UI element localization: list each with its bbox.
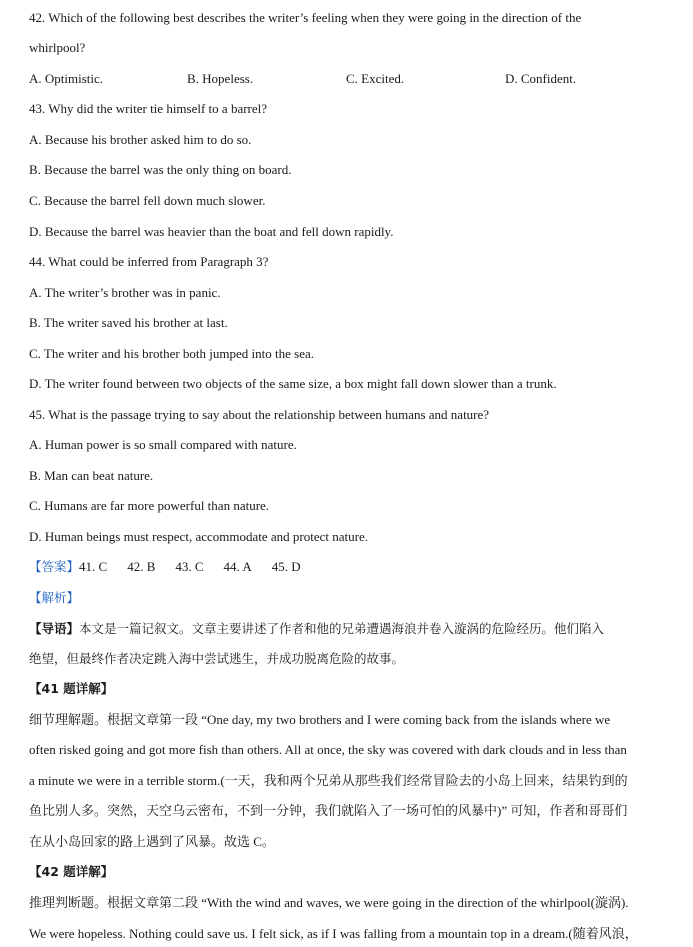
q44-option-b: B. The writer saved his brother at last. — [29, 315, 228, 330]
q43-option-b: B. Because the barrel was the only thing on board. — [29, 162, 292, 177]
q42-option-b: B. Hopeless. — [187, 71, 254, 86]
guide-text1: 本文是一篇记叙文。文章主要讲述了作者和他的兄弟遭遇海浪并卷入漩涡的危险经历。他们陷入 — [79, 621, 605, 636]
q44-option-a: A. The writer’s brother was in panic. — [29, 285, 221, 300]
answer-43: 43. C — [175, 559, 204, 574]
q44-option-c: C. The writer and his brother both jumped into the sea. — [29, 346, 314, 361]
answer-key — [29, 559, 301, 575]
detail-41-line1: 细节理解题。根据文章第一段 “One day, my two brothers and I were coming back from the islands where we — [29, 712, 611, 727]
q43-stem: 43. Why did the writer tie himself to a barrel? — [29, 101, 268, 116]
q45-option-d: D. Human beings must respect, accommodate and protect nature. — [29, 529, 368, 544]
detail-42-heading: 【42 题详解】 — [29, 864, 114, 879]
guide-line1 — [29, 621, 604, 637]
q45-option-c: C. Humans are far more powerful than nature. — [29, 498, 270, 513]
q43-option-d: D. Because the barrel was heavier than the boat and fell down rapidly. — [29, 224, 394, 239]
answer-44: 44. A — [223, 559, 252, 574]
q42-stem-line1: 42. Which of the following best describes the writer’s feeling when they were going in the direction of the — [29, 10, 582, 25]
detail-41-line4: 鱼比别人多。突然，天空乌云密布，不到一分钟，我们就陷入了一场可怕的风暴中)” 可知，作者和哥哥们 — [29, 803, 628, 818]
answer-41: 41. C — [79, 559, 108, 574]
q42-stem-line2: whirlpool? — [29, 40, 86, 55]
detail-41-line3: a minute we were in a terrible storm.(一天，我和两个兄弟从那些我们经常冒险去的小岛上回来，结果钓到的 — [29, 773, 628, 788]
detail-41-line2: often risked going and got more fish than others. All at once, the sky was covered with dark clouds and in less than — [29, 742, 627, 757]
q42-options — [29, 71, 669, 87]
detail-41-heading: 【41 题详解】 — [29, 681, 114, 696]
q44-option-d: D. The writer found between two objects of the same size, a box might fall down slower than a trunk. — [29, 376, 557, 391]
analysis-label: 【解析】 — [29, 590, 80, 605]
q42-option-a: A. Optimistic. — [29, 71, 104, 86]
q43-option-c: C. Because the barrel fell down much slower. — [29, 193, 266, 208]
answer-45: 45. D — [271, 559, 301, 574]
q44-stem: 44. What could be inferred from Paragraph 3? — [29, 254, 269, 269]
answer-label: 【答案】 — [29, 559, 80, 574]
guide-label: 【导语】 — [29, 621, 80, 636]
q43-option-a: A. Because his brother asked him to do so. — [29, 132, 252, 147]
q42-option-c: C. Excited. — [346, 71, 405, 86]
guide-line2: 绝望，但最终作者决定跳入海中尝试逃生，并成功脱离危险的故事。 — [29, 651, 405, 666]
answer-42: 42. B — [127, 559, 156, 574]
q45-option-a: A. Human power is so small compared with nature. — [29, 437, 297, 452]
detail-42-line2: We were hopeless. Nothing could save us. I felt sick, as if I was falling from a mountain top in a dream.(随着风浪， — [29, 926, 638, 941]
detail-41-line5: 在从小岛回家的路上遇到了风暴。故选 C。 — [29, 834, 275, 849]
q45-option-b: B. Man can beat nature. — [29, 468, 154, 483]
q42-option-d: D. Confident. — [505, 71, 577, 86]
detail-42-line1: 推理判断题。根据文章第二段 “With the wind and waves, we were going in the direction of the whirlpool(漩涡). — [29, 895, 629, 910]
q45-stem: 45. What is the passage trying to say about the relationship between humans and nature? — [29, 407, 490, 422]
